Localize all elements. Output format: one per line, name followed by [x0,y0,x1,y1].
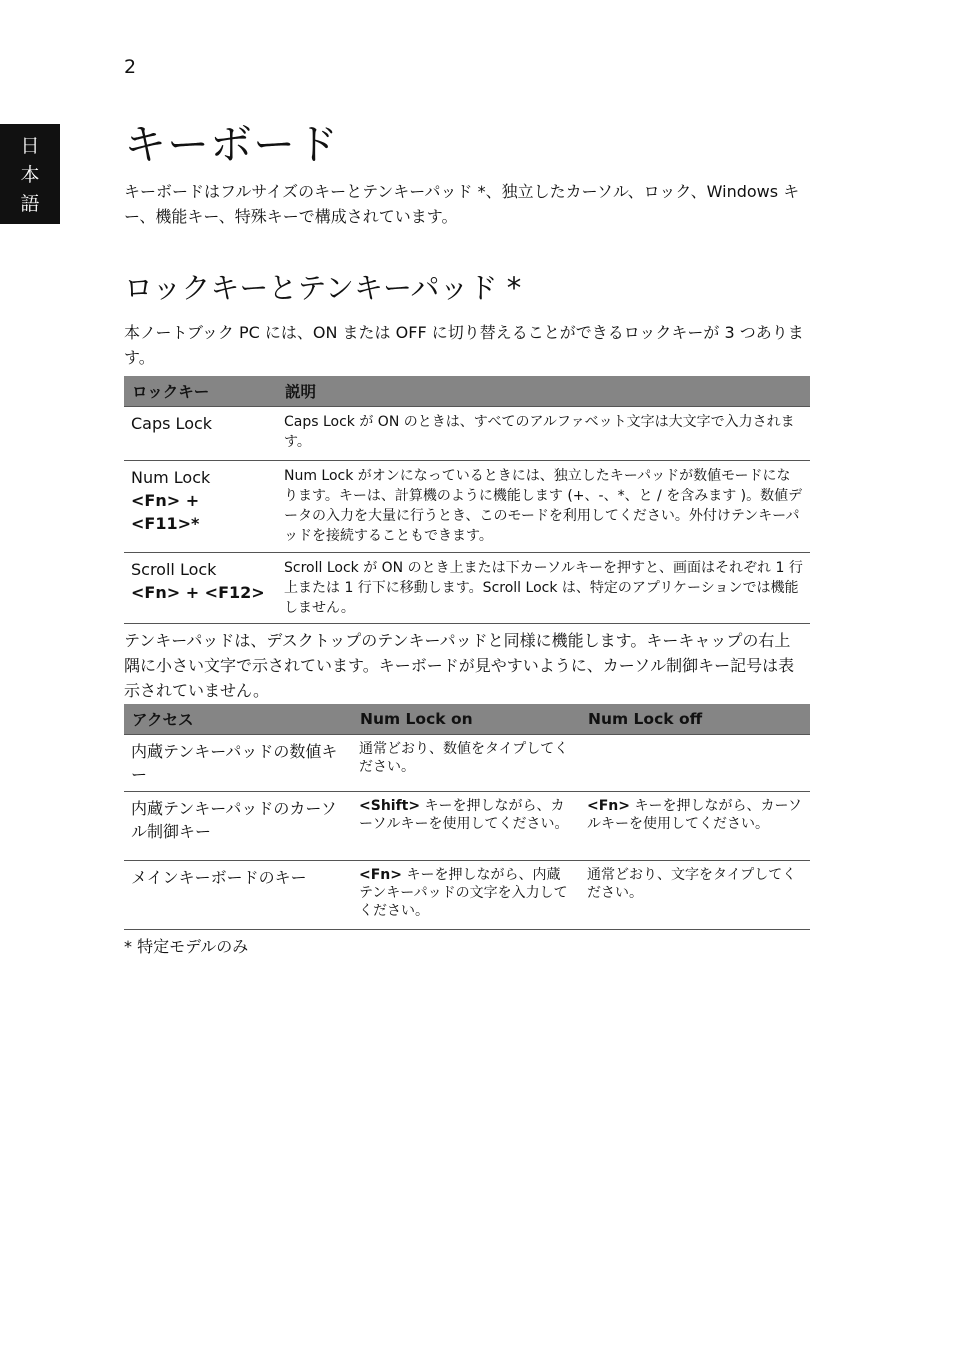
lock-key-description: Num Lock がオンになっているときには、独立したキーパッドが数値モードになります。キーは、計算機のように機能します (+、-、*、と / を含みます )。数値データの入力を大量に行うとき、このモードを利用してください。外付けテンキーパッドを接続することもできます。 [277,461,810,553]
lock-key-cell [124,553,277,624]
cell-text: キーを押しながら、カーソルキーを使用してください。 [359,798,569,832]
num-lock-off-cell [580,735,810,792]
column-header: ロックキー [124,376,277,407]
num-lock-off-cell [580,792,810,861]
key-label: <Fn> [359,867,402,883]
access-cell: メインキーボードのキー [124,861,352,930]
column-header: アクセス [124,704,352,735]
language-tab [0,124,60,224]
table-row [124,407,810,461]
lock-key-shortcut: <Fn> + <F12> [131,583,265,602]
lock-key-cell [124,407,277,461]
lock-key-description: Caps Lock が ON のときは、すべてのアルファベット文字は大文字で入力されます。 [277,407,810,461]
table-row [124,792,810,861]
language-tab-char: 本 [20,164,40,186]
cell-text: 通常どおり、数値をタイプしてください。 [359,741,569,775]
keypad-paragraph: テンキーパッドは、デスクトップのテンキーパッドと同様に機能します。キーキャップの右上隅に小さい文字で示されています。キーボードが見やすいように、カーソル制御キー記号は表示されていません。 [124,631,795,700]
language-tab-char: 日 [20,135,40,157]
section-title: ロックキーとテンキーパッド * [124,271,522,305]
intro-paragraph: キーボードはフルサイズのキーとテンキーパッド *、独立したカーソル、ロック、Windows キー、機能キー、特殊キーで構成されています。 [124,182,800,226]
table-row [124,553,810,624]
key-label: <Shift> [359,798,421,814]
table-header-row [124,376,810,407]
section-intro: 本ノートブック PC には、ON または OFF に切り替えることができるロックキーが 3 つあります。 [124,323,804,367]
cell-text: 通常どおり、文字をタイプしてください。 [587,867,797,901]
num-lock-on-cell [352,735,580,792]
access-table [124,704,810,930]
num-lock-off-cell [580,861,810,930]
lock-key-shortcut: <Fn> + <F11>* [131,491,200,533]
column-header: Num Lock off [580,704,810,735]
access-cell: 内蔵テンキーパッドのカーソル制御キー [124,792,352,861]
cell-text: キーを押しながら、カーソルキーを使用してください。 [587,798,802,832]
access-cell: 内蔵テンキーパッドの数値キー [124,735,352,792]
key-label: <Fn> [587,798,630,814]
lock-key-description: Scroll Lock が ON のとき上または下カーソルキーを押すと、画面はそれぞれ 1 行上または 1 行下に移動します。Scroll Lock は、特定のアプリケーションでは機能しません。 [277,553,810,624]
lock-key-name: Num Lock [131,468,211,487]
column-header: Num Lock on [352,704,580,735]
page-number: 2 [124,56,137,78]
lock-key-cell [124,461,277,553]
column-header: 説明 [277,376,810,407]
language-tab-char: 語 [20,193,40,215]
num-lock-on-cell [352,861,580,930]
footnote: * 特定モデルのみ [124,937,249,956]
lock-key-name: Scroll Lock [131,560,217,579]
page-title: キーボード [124,120,340,169]
lock-key-name: Caps Lock [131,414,213,433]
table-row [124,861,810,930]
table-row [124,735,810,792]
table-row [124,461,810,553]
cell-text: キーを押しながら、内蔵テンキーパッドの文字を入力してください。 [359,867,568,919]
num-lock-on-cell [352,792,580,861]
lock-key-table [124,376,810,624]
table-header-row [124,704,810,735]
